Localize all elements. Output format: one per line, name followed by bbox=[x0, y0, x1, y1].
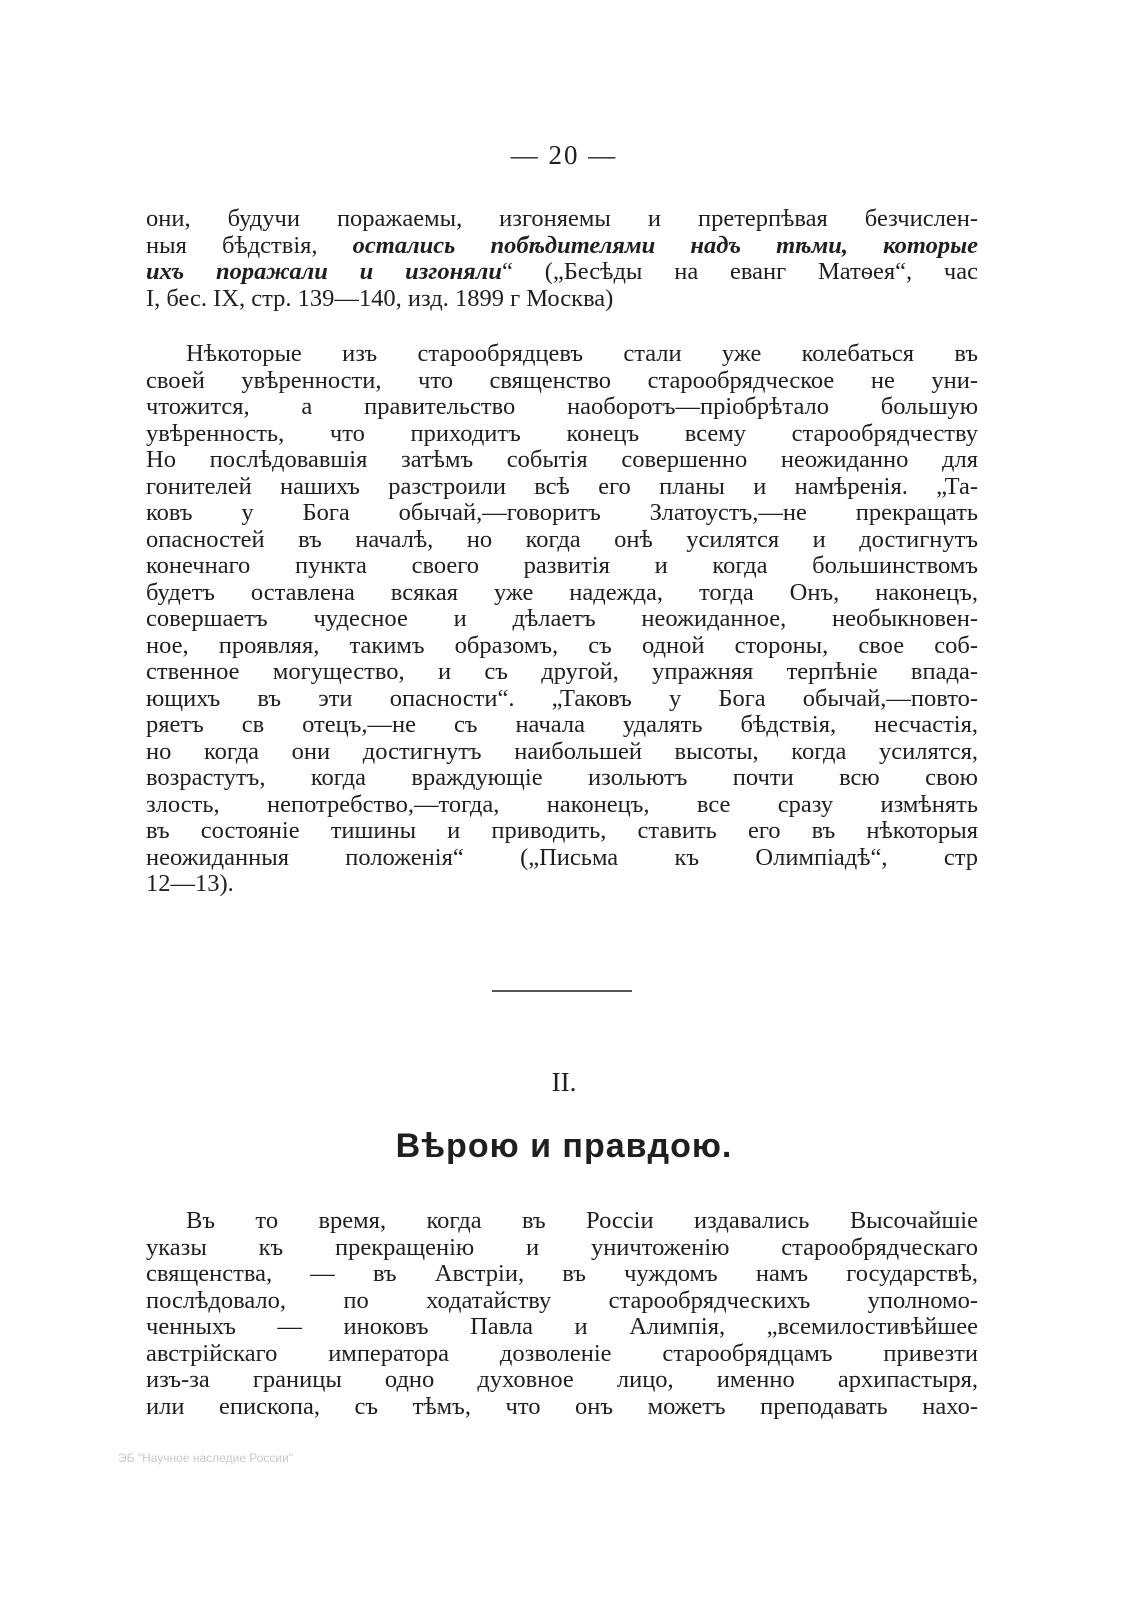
text-line: ченныхъ — иноковъ Павла и Алимпія, „всемилостивѣйшее bbox=[146, 1313, 978, 1340]
text-line: будетъ оставлена всякая уже надежда, тогда Онъ, наконецъ, bbox=[146, 578, 978, 606]
watermark: ЭБ "Научное наследие России" bbox=[118, 1451, 294, 1465]
text-line: ряетъ св отецъ,—не съ начала удалять бѣдствія, несчастія, bbox=[146, 711, 978, 738]
text-line: конечнаго пункта своего развитія и когда большинствомъ bbox=[146, 552, 978, 579]
text-line: своей увѣренности, что священство старообрядческое не уни- bbox=[146, 366, 978, 394]
text-segment: “ („Бесѣды на еванг Матѳея“, час bbox=[502, 258, 978, 285]
paragraph-1 bbox=[146, 341, 978, 898]
emphasized-text: ихъ поражали и изгоняли bbox=[146, 258, 502, 285]
text-line: въ состояніе тишины и приводить, ставить его въ нѣкоторыя bbox=[146, 817, 978, 844]
text-line: или епископа, съ тѣмъ, что онъ можетъ преподавать нахо- bbox=[146, 1392, 978, 1420]
text-line: священства, — въ Австріи, въ чуждомъ намъ государствѣ, bbox=[146, 1260, 978, 1287]
text-line: австрійскаго императора дозволеніе старообрядцамъ привезти bbox=[146, 1339, 978, 1367]
text-line: 12—13). bbox=[146, 870, 234, 897]
quote-block bbox=[146, 206, 978, 312]
section-number: II. bbox=[551, 1067, 577, 1097]
text-line: но когда они достигнутъ наибольшей высоты, когда усилятся, bbox=[146, 737, 978, 765]
text-line: Но послѣдовавшія затѣмъ событія совершенно неожиданно для bbox=[146, 446, 978, 473]
quote-line bbox=[146, 259, 978, 286]
text-line: увѣренность, что приходитъ конецъ всему старообрядчеству bbox=[146, 419, 978, 447]
section-divider bbox=[492, 990, 632, 992]
text-line: Нѣкоторые изъ старообрядцевъ стали уже колебаться въ bbox=[186, 340, 978, 367]
text-line: злость, непотребство,—тогда, наконецъ, все сразу измѣнять bbox=[146, 790, 978, 818]
text-line: Въ то время, когда въ Россіи издавались Высочайшіе bbox=[186, 1207, 978, 1234]
text-line: опасностей въ началѣ, но когда онѣ усилятся и достигнутъ bbox=[146, 525, 978, 553]
text-line: указы къ прекращенію и уничтоженію старообрядческаго bbox=[146, 1233, 978, 1261]
text-line: ное, проявляя, такимъ образомъ, съ одной стороны, свое соб- bbox=[146, 631, 978, 659]
text-line: чтожится, а правительство наоборотъ—пріобрѣтало большую bbox=[146, 393, 978, 420]
text-line: совершаетъ чудесное и дѣлаетъ неожиданное, необыкновен- bbox=[146, 605, 978, 632]
text-line: ющихъ въ эти опасности“. „Таковъ у Бога обычай,—повто- bbox=[146, 684, 978, 712]
text-line: гонителей нашихъ разстроили всѣ его планы и намѣренія. „Та- bbox=[146, 472, 978, 500]
text-segment: I, бес. IX, стр. 139—140, изд. 1899 г Москва) bbox=[146, 284, 614, 312]
emphasized-text: остались побѣдителями надъ тѣми, которые bbox=[352, 231, 978, 259]
section-title: Вѣрою и правдою. bbox=[395, 1127, 733, 1165]
text-segment: они, будучи поражаемы, изгоняемы и претерпѣвая безчислен- bbox=[146, 205, 978, 232]
text-line: возрастутъ, когда враждующіе изольютъ почти всю свою bbox=[146, 764, 978, 791]
quote-line bbox=[146, 286, 978, 313]
text-line: послѣдовало, по ходатайству старообрядческихъ уполномо- bbox=[146, 1286, 978, 1314]
text-segment: ныя бѣдствія, bbox=[146, 231, 353, 259]
text-line: изъ-за границы одно духовное лицо, именно архипастыря, bbox=[146, 1366, 978, 1393]
text-line: ственное могущество, и съ другой, упражняя терпѣніе впада- bbox=[146, 658, 978, 685]
text-line: неожиданныя положенія“ („Письма къ Олимпіадѣ“, стр bbox=[146, 843, 978, 871]
quote-line bbox=[146, 233, 978, 260]
paragraph-2 bbox=[146, 1208, 978, 1420]
page-number: — 20 — bbox=[510, 140, 618, 170]
quote-line bbox=[146, 206, 978, 233]
text-line: ковъ у Бога обычай,—говоритъ Златоустъ,—не прекращать bbox=[146, 499, 978, 526]
